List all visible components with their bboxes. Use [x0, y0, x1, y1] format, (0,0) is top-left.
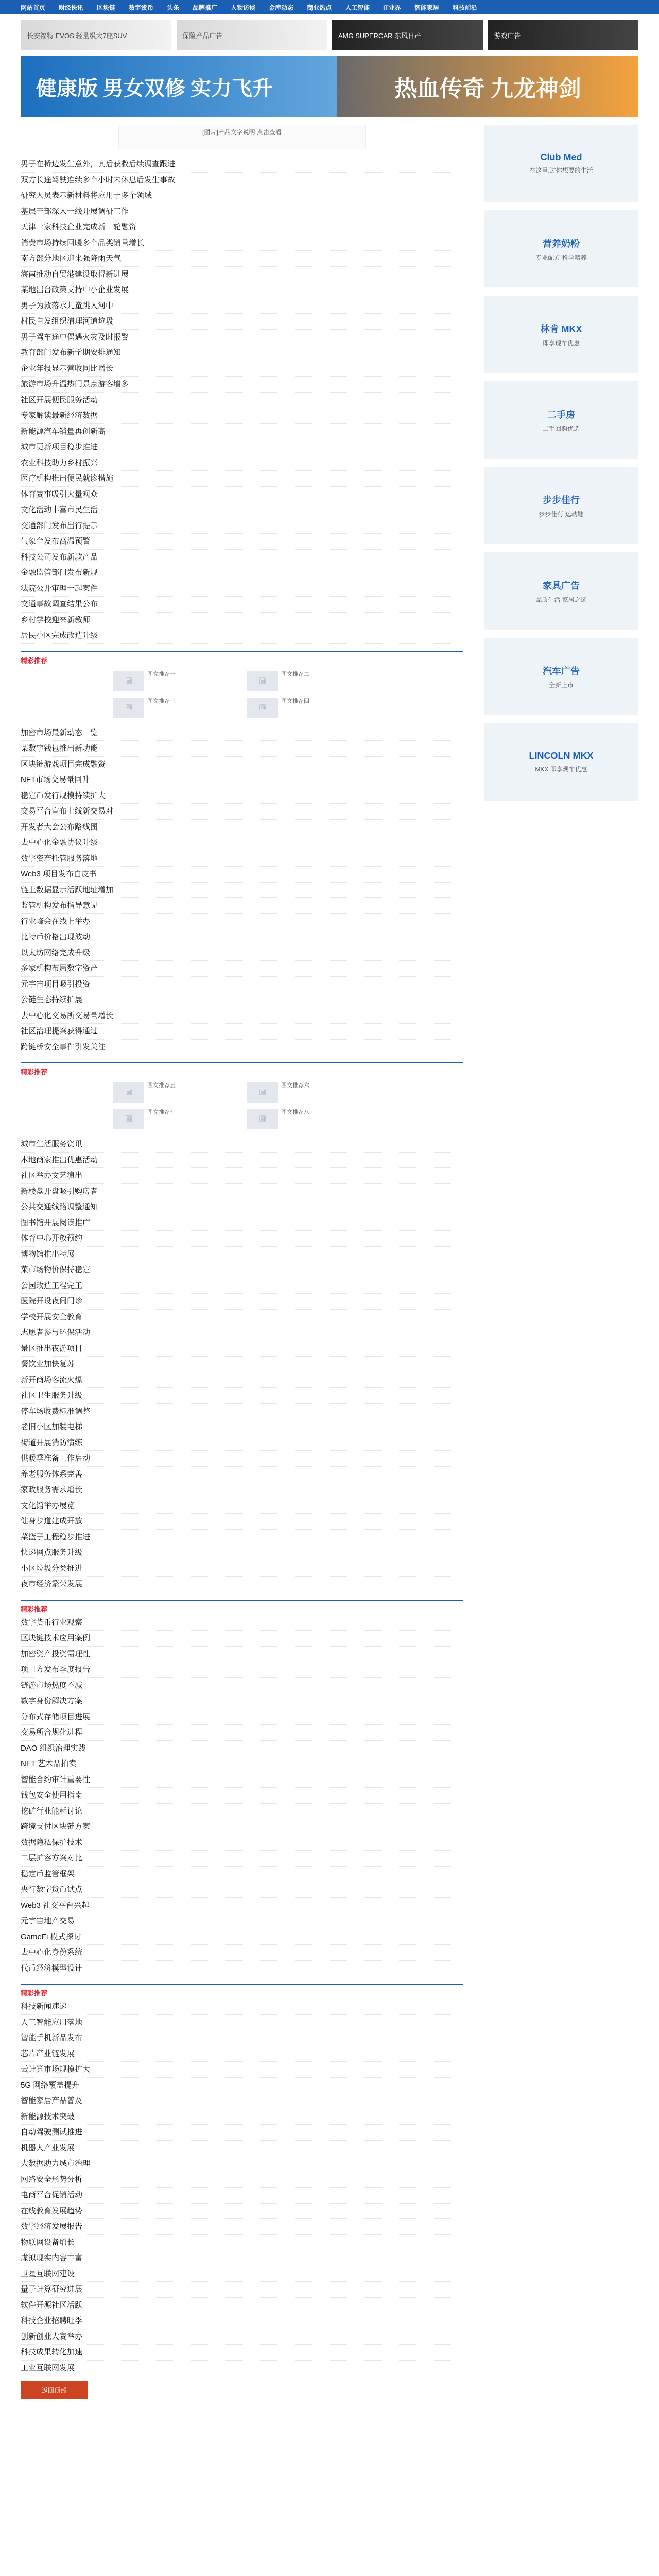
- picture-item[interactable]: [113, 671, 237, 693]
- list-item[interactable]: 去中心化金融协议升级: [21, 835, 463, 851]
- list-item[interactable]: 加密资产投资需理性: [21, 1647, 463, 1663]
- sidebar-ad[interactable]: LINCOLN MKX MKX 即享现车优惠: [484, 723, 638, 801]
- news-list-4: [21, 1615, 463, 1977]
- list-item[interactable]: 消费市场持续回暖多个品类销量增长: [21, 235, 463, 251]
- banner-ad-1[interactable]: 长安福特 EVOS 轻量级大7座SUV: [21, 20, 171, 50]
- list-item[interactable]: 社区卫生服务升级: [21, 1388, 463, 1404]
- nav-link[interactable]: 商业热点: [307, 4, 332, 11]
- list-item[interactable]: 学校开展安全教育: [21, 1310, 463, 1326]
- picture-item[interactable]: [113, 1082, 237, 1105]
- recommend-section: [21, 651, 463, 725]
- list-item[interactable]: 网络安全形势分析: [21, 2172, 463, 2188]
- nav-link[interactable]: 人物访谈: [231, 4, 256, 11]
- list-item[interactable]: NFT 艺术品拍卖: [21, 1756, 463, 1772]
- list-item[interactable]: 文化馆举办展览: [21, 1498, 463, 1514]
- image-icon: 🖼: [113, 1109, 144, 1129]
- section-title: 精彩推荐: [21, 656, 48, 665]
- image-icon: 🖼: [113, 671, 144, 691]
- sidebar-ad[interactable]: 二手房 二手回购优选: [484, 381, 638, 459]
- list-item[interactable]: 多家机构布局数字资产: [21, 961, 463, 977]
- list-item[interactable]: GameFi 模式探讨: [21, 1929, 463, 1945]
- list-item[interactable]: 工业互联网发展: [21, 2361, 463, 2377]
- list-item[interactable]: 菜篮子工程稳步推进: [21, 1530, 463, 1546]
- picture-grid-2: [21, 1078, 463, 1137]
- list-item[interactable]: 南方部分地区迎来强降雨天气: [21, 251, 463, 267]
- list-item[interactable]: 体育赛事吸引大量观众: [21, 487, 463, 503]
- picture-caption: 图文推荐三: [147, 698, 176, 704]
- nav-link[interactable]: 金库动态: [269, 4, 294, 11]
- list-item[interactable]: 某地出台政策支持中小企业发展: [21, 282, 463, 298]
- ad-tagline: 即享现车优惠: [542, 339, 580, 347]
- list-item[interactable]: 链上数据显示活跃地址增加: [21, 883, 463, 899]
- list-item[interactable]: 研究人员表示新材料将应用于多个领域: [21, 188, 463, 204]
- list-item[interactable]: 公链生态持续扩展: [21, 992, 463, 1008]
- sidebar-ad[interactable]: 林肯 MKX 即享现车优惠: [484, 296, 638, 373]
- nav-link[interactable]: 人工智能: [345, 4, 370, 11]
- banner-ad-2[interactable]: 保险产品广告: [177, 20, 327, 50]
- list-item[interactable]: 元宇宙地产交易: [21, 1913, 463, 1929]
- list-item[interactable]: 社区开展便民服务活动: [21, 393, 463, 409]
- list-item[interactable]: 交通事故调查结果公布: [21, 597, 463, 613]
- nav-link[interactable]: 网站首页: [21, 4, 46, 11]
- ad-tagline: 在这里,过你想要的生活: [529, 167, 593, 174]
- list-item[interactable]: 5G 网络覆盖提升: [21, 2078, 463, 2094]
- list-item[interactable]: 链游市场热度不减: [21, 1678, 463, 1694]
- list-item[interactable]: 钱包安全使用指南: [21, 1788, 463, 1804]
- nav-link[interactable]: 科技前沿: [452, 4, 477, 11]
- list-item[interactable]: 跨链桥安全事件引发关注: [21, 1040, 463, 1056]
- nav-link[interactable]: 头条: [167, 4, 180, 11]
- picture-caption: 图文推荐七: [147, 1109, 176, 1115]
- sidebar-ad[interactable]: Club Med 在这里,过你想要的生活: [484, 125, 638, 202]
- picture-item[interactable]: [247, 1082, 371, 1105]
- section-title-3: 精彩推荐: [21, 1605, 48, 1613]
- sidebar-ad[interactable]: 汽车广告 全新上市: [484, 638, 638, 715]
- list-item[interactable]: 老旧小区加装电梯: [21, 1419, 463, 1435]
- list-item[interactable]: 量子计算研究进展: [21, 2282, 463, 2298]
- list-item[interactable]: 医疗机构推出便民就诊措施: [21, 471, 463, 487]
- list-item[interactable]: 大数据助力城市治理: [21, 2156, 463, 2172]
- image-icon: 🖼: [247, 1082, 278, 1103]
- list-item[interactable]: 自动驾驶测试推进: [21, 2125, 463, 2141]
- list-item[interactable]: 去中心化身份系统: [21, 1945, 463, 1961]
- list-item[interactable]: 城市生活服务资讯: [21, 1137, 463, 1153]
- recommend-section-3: [21, 1600, 463, 1615]
- main-column: [21, 125, 463, 2399]
- list-item[interactable]: 公园改造工程完工: [21, 1278, 463, 1294]
- list-item[interactable]: 健身步道建成开放: [21, 1514, 463, 1530]
- list-item[interactable]: 科技企业招聘旺季: [21, 2313, 463, 2329]
- news-list-2: [21, 725, 463, 1056]
- section-title-4: 精彩推荐: [21, 1989, 48, 1997]
- list-item[interactable]: 法院公开审理一起案件: [21, 581, 463, 597]
- ad-tagline: 步步佳行 运动鞋: [539, 510, 584, 518]
- list-item[interactable]: 海南推动自贸港建设取得新进展: [21, 267, 463, 283]
- news-list-3: [21, 1137, 463, 1592]
- list-item[interactable]: 快递网点服务升级: [21, 1545, 463, 1561]
- picture-item[interactable]: [113, 698, 237, 720]
- list-item[interactable]: 志愿者参与环保活动: [21, 1325, 463, 1341]
- list-item[interactable]: 云计算市场规模扩大: [21, 2062, 463, 2078]
- list-item[interactable]: 餐饮业加快复苏: [21, 1357, 463, 1372]
- list-item[interactable]: 虚拟现实内容丰富: [21, 2250, 463, 2266]
- list-item[interactable]: 区块链游戏项目完成融资: [21, 757, 463, 773]
- list-item[interactable]: 以太坊网络完成升级: [21, 945, 463, 961]
- list-item[interactable]: 社区治理提案获得通过: [21, 1024, 463, 1040]
- list-item[interactable]: 停车场收费标准调整: [21, 1404, 463, 1420]
- list-item[interactable]: 博物馆推出特展: [21, 1247, 463, 1263]
- image-icon: 🖼: [247, 1109, 278, 1129]
- picture-item[interactable]: [247, 1109, 371, 1131]
- sidebar-ads: [484, 125, 638, 2399]
- list-item[interactable]: 教育部门发布新学期安排通知: [21, 345, 463, 361]
- headline-list: [21, 157, 463, 644]
- image-icon: 🖼: [113, 698, 144, 718]
- list-item[interactable]: 文化活动丰富市民生活: [21, 502, 463, 518]
- recommend-section-2: [21, 1062, 463, 1137]
- ad-tagline: 全新上市: [548, 681, 574, 689]
- nav-link[interactable]: 品牌推广: [193, 4, 218, 11]
- picture-item[interactable]: [247, 698, 371, 720]
- list-item[interactable]: 交通部门发布出行提示: [21, 518, 463, 534]
- list-item[interactable]: 数字资产托管服务落地: [21, 851, 463, 867]
- banner-ad-4[interactable]: 游戏广告: [488, 20, 639, 50]
- list-item[interactable]: 元宇宙项目吸引投资: [21, 977, 463, 993]
- list-item[interactable]: 村民自发组织清理河道垃圾: [21, 314, 463, 330]
- section-title-2: 精彩推荐: [21, 1068, 48, 1076]
- list-item[interactable]: 公共交通线路调整通知: [21, 1199, 463, 1215]
- picture-caption: 图文推荐二: [281, 671, 309, 677]
- nav-link[interactable]: 智能家居: [414, 4, 439, 11]
- list-item[interactable]: 稳定币发行规模持续扩大: [21, 788, 463, 804]
- list-item[interactable]: 物联网设备增长: [21, 2235, 463, 2251]
- sidebar-ad[interactable]: 家具广告 品质生活 家居之选: [484, 552, 638, 630]
- top-nav: [0, 0, 659, 14]
- list-item[interactable]: 街道开展消防演练: [21, 1435, 463, 1451]
- list-item[interactable]: 二层扩容方案对比: [21, 1851, 463, 1867]
- nav-link[interactable]: 数字货币: [129, 4, 154, 11]
- list-item[interactable]: 科技成果转化加速: [21, 2345, 463, 2361]
- list-item[interactable]: 机器人产业发展: [21, 2141, 463, 2157]
- list-item[interactable]: 金融监管部门发布新规: [21, 565, 463, 581]
- list-item[interactable]: 在线教育发展趋势: [21, 2204, 463, 2219]
- list-item[interactable]: 男子在桥边发生意外，其后获救后续调查跟进: [21, 157, 463, 173]
- picture-item[interactable]: [113, 1109, 237, 1131]
- list-item[interactable]: 创新创业大赛举办: [21, 2329, 463, 2345]
- list-item[interactable]: 数字身份解决方案: [21, 1693, 463, 1709]
- list-item[interactable]: 数字经济发展报告: [21, 2219, 463, 2235]
- list-item[interactable]: 代币经济模型设计: [21, 1961, 463, 1977]
- ad-tagline: 专业配方 科学喂养: [535, 253, 587, 261]
- ad-tagline: MKX 即享现车优惠: [535, 766, 587, 773]
- list-item[interactable]: 稳定币监管框架: [21, 1867, 463, 1883]
- list-item[interactable]: 居民小区完成改造升级: [21, 628, 463, 644]
- list-item[interactable]: 央行数字货币试点: [21, 1882, 463, 1898]
- picture-caption: 图文推荐一: [147, 671, 176, 677]
- list-item[interactable]: 双方长途驾驶连续多个小时未休息后发生事故: [21, 173, 463, 189]
- list-item[interactable]: 交易平台宣布上线新交易对: [21, 804, 463, 820]
- list-item[interactable]: Web3 项目发布白皮书: [21, 867, 463, 883]
- list-item[interactable]: 科技新闻速递: [21, 1999, 463, 2015]
- list-item[interactable]: 行业峰会在线上举办: [21, 914, 463, 930]
- list-item[interactable]: DAO 组织治理实践: [21, 1741, 463, 1757]
- back-to-top-button[interactable]: 返回顶部: [21, 2381, 88, 2399]
- list-item[interactable]: 跨境支付区块链方案: [21, 1819, 463, 1835]
- picture-grid: [21, 667, 463, 725]
- list-item[interactable]: 农业科技助力乡村振兴: [21, 455, 463, 471]
- picture-caption: 图文推荐五: [147, 1082, 176, 1089]
- list-item[interactable]: 数据隐私保护技术: [21, 1835, 463, 1851]
- list-item[interactable]: 新能源汽车销量再创新高: [21, 424, 463, 440]
- recommend-section-4: [21, 1984, 463, 1999]
- list-item[interactable]: 卫星互联网建设: [21, 2266, 463, 2282]
- sidebar-ad[interactable]: 营养奶粉 专业配方 科学喂养: [484, 210, 638, 287]
- wide-banner-left[interactable]: 健康版 男女双修 实力飞升: [21, 56, 337, 117]
- list-item[interactable]: 挖矿行业能耗讨论: [21, 1804, 463, 1820]
- ad-tagline: 品质生活 家居之选: [535, 596, 587, 603]
- image-icon: 🖼: [113, 1082, 144, 1103]
- list-item[interactable]: 旅游市场升温热门景点游客增多: [21, 377, 463, 393]
- wide-banner-row: [21, 56, 638, 117]
- list-item[interactable]: 小区垃圾分类推进: [21, 1561, 463, 1577]
- picture-caption: 图文推荐八: [281, 1109, 309, 1115]
- list-item[interactable]: 图书馆开展阅读推广: [21, 1215, 463, 1231]
- list-item[interactable]: 去中心化交易所交易量增长: [21, 1008, 463, 1024]
- nav-link[interactable]: IT业界: [383, 4, 401, 11]
- picture-caption: 图文推荐四: [281, 698, 309, 704]
- list-item[interactable]: 专家解读最新经济数据: [21, 408, 463, 424]
- list-item[interactable]: 分布式存储项目进展: [21, 1709, 463, 1725]
- list-item[interactable]: 气象台发布高温预警: [21, 534, 463, 550]
- list-item[interactable]: 科技公司发布新款产品: [21, 550, 463, 566]
- top-banner-row: [21, 20, 638, 50]
- list-item[interactable]: 加密市场最新动态一览: [21, 725, 463, 741]
- list-item[interactable]: 男子驾车途中偶遇火灾及时报警: [21, 330, 463, 346]
- nav-link[interactable]: 区块链: [97, 4, 116, 11]
- list-item[interactable]: 天津一家科技企业完成新一轮融资: [21, 219, 463, 235]
- picture-caption: 图文推荐六: [281, 1082, 309, 1089]
- list-item[interactable]: 软件开源社区活跃: [21, 2298, 463, 2314]
- list-item[interactable]: 交易所合规化进程: [21, 1725, 463, 1741]
- list-item[interactable]: 新能源技术突破: [21, 2109, 463, 2125]
- picture-item[interactable]: [247, 671, 371, 693]
- list-item[interactable]: 项目方发布季度报告: [21, 1662, 463, 1678]
- list-item[interactable]: 景区推出夜游项目: [21, 1341, 463, 1357]
- list-item[interactable]: 新开商场客流火爆: [21, 1372, 463, 1388]
- list-item[interactable]: 某数字钱包推出新功能: [21, 741, 463, 757]
- list-item[interactable]: 夜市经济繁荣发展: [21, 1577, 463, 1592]
- list-item[interactable]: 区块链技术应用案例: [21, 1631, 463, 1647]
- list-item[interactable]: 社区举办文艺演出: [21, 1168, 463, 1184]
- list-item[interactable]: 开发者大会公布路线图: [21, 820, 463, 836]
- list-item[interactable]: Web3 社交平台兴起: [21, 1898, 463, 1914]
- hero-image-caption[interactable]: [图片]产品文字说明 点击查看: [118, 125, 366, 149]
- sidebar-ad[interactable]: 步步佳行 步步佳行 运动鞋: [484, 467, 638, 544]
- list-item[interactable]: 养老服务体系完善: [21, 1467, 463, 1483]
- list-item[interactable]: 智能手机新品发布: [21, 2030, 463, 2046]
- list-item[interactable]: 人工智能应用落地: [21, 2015, 463, 2031]
- image-icon: 🖼: [247, 671, 278, 691]
- list-item[interactable]: 比特币价格出现波动: [21, 929, 463, 945]
- list-item[interactable]: 数字货币行业观察: [21, 1615, 463, 1631]
- ad-tagline: 二手回购优选: [542, 425, 580, 432]
- list-item[interactable]: 菜市场物价保持稳定: [21, 1262, 463, 1278]
- news-list-5: [21, 1999, 463, 2376]
- list-item[interactable]: 智能合约审计重要性: [21, 1772, 463, 1788]
- list-item[interactable]: 本地商家推出优惠活动: [21, 1153, 463, 1168]
- list-item[interactable]: 医院开设夜间门诊: [21, 1294, 463, 1310]
- list-item[interactable]: 男子为救落水儿童跳入河中: [21, 298, 463, 314]
- list-item[interactable]: 家政服务需求增长: [21, 1482, 463, 1498]
- image-icon: 🖼: [247, 698, 278, 718]
- list-item[interactable]: 新楼盘开盘吸引购房者: [21, 1184, 463, 1200]
- list-item[interactable]: 城市更新项目稳步推进: [21, 439, 463, 455]
- list-item[interactable]: 体育中心开放预约: [21, 1231, 463, 1247]
- list-item[interactable]: 乡村学校迎来新教师: [21, 613, 463, 629]
- list-item[interactable]: NFT市场交易量回升: [21, 772, 463, 788]
- list-item[interactable]: 基层干部深入一线开展调研工作: [21, 204, 463, 220]
- list-item[interactable]: 供暖季准备工作启动: [21, 1451, 463, 1467]
- list-item[interactable]: 监管机构发布指导意见: [21, 898, 463, 914]
- nav-link[interactable]: 财经快讯: [59, 4, 84, 11]
- banner-ad-3[interactable]: AMG SUPERCAR 东风日产: [332, 20, 483, 50]
- wide-banner-right[interactable]: 热血传奇 九龙神剑: [337, 56, 638, 117]
- list-item[interactable]: 电商平台促销活动: [21, 2188, 463, 2204]
- list-item[interactable]: 智能家居产品普及: [21, 2093, 463, 2109]
- list-item[interactable]: 企业年报显示营收同比增长: [21, 361, 463, 377]
- list-item[interactable]: 芯片产业链发展: [21, 2046, 463, 2062]
